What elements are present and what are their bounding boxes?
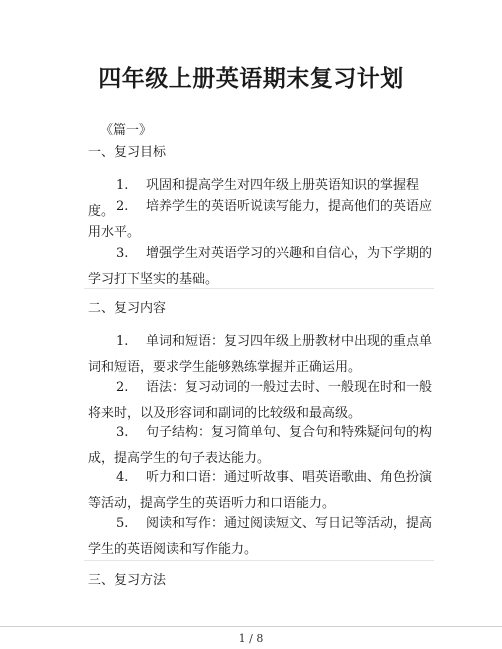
list-item <box>88 465 433 517</box>
list-item-text: 增强学生对英语学习的兴趣和自信心，为下学期的学习打下坚实的基础。 <box>88 246 433 287</box>
section-heading-method: 三、复习方法 <box>88 573 167 588</box>
list-item-text: 巩固和提高学生对四年级上册英语知识的掌握程度。 <box>88 178 420 219</box>
section-divider <box>84 560 434 561</box>
list-item <box>88 194 433 246</box>
footer-rule <box>0 626 502 627</box>
list-item-text: 听力和口语：通过听故事、唱英语歌曲、角色扮演等活动，提高学生的英语听力和口语能力。 <box>88 470 433 511</box>
list-item-number: 3. <box>116 425 129 440</box>
document-title: 四年级上册英语期末复习计划 <box>98 65 404 92</box>
list-item <box>88 329 433 381</box>
list-item <box>88 241 433 293</box>
list-item-text: 单词和短语：复习四年级上册教材中出现的重点单词和短语，要求学生能够熟练掌握并正确运用。 <box>88 334 433 375</box>
section-heading-content: 二、复习内容 <box>88 301 167 316</box>
list-item-number: 2. <box>116 380 129 395</box>
list-item-number: 1. <box>116 178 129 193</box>
section-divider <box>84 288 434 289</box>
list-item <box>88 511 433 563</box>
list-item-text: 语法：复习动词的一般过去时、一般现在时和一般将来时，以及形容词和副词的比较级和最高级。 <box>88 380 433 421</box>
list-item-text: 培养学生的英语听说读写能力，提高他们的英语应用水平。 <box>88 199 433 240</box>
part-label: 《篇一》 <box>100 123 153 138</box>
list-item-number: 2. <box>116 199 129 214</box>
list-item-text: 阅读和写作：通过阅读短文、写日记等活动，提高学生的英语阅读和写作能力。 <box>88 516 433 557</box>
list-item-number: 4. <box>116 470 129 485</box>
list-item-number: 3. <box>116 246 129 261</box>
page-indicator: 1 / 8 <box>238 632 264 645</box>
list-item-number: 5. <box>116 516 129 531</box>
section-heading-goals: 一、复习目标 <box>88 145 167 160</box>
list-item-number: 1. <box>116 334 129 349</box>
list-item-text: 句子结构：复习简单句、复合句和特殊疑问句的构成，提高学生的句子表达能力。 <box>88 425 433 466</box>
